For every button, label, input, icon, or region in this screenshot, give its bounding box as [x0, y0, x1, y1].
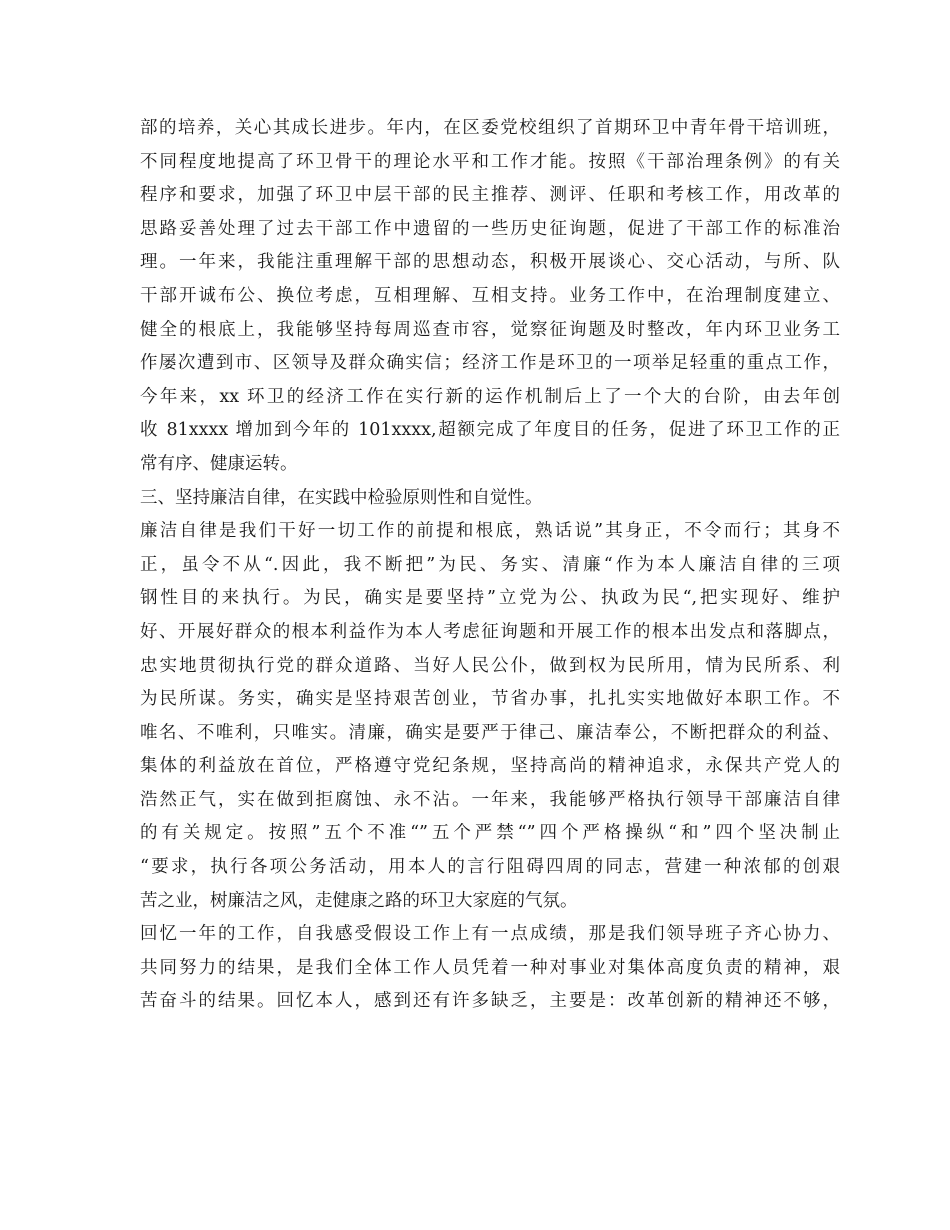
- text-line: 集体的利益放在首位，严格遵守党纪条规，坚持高尚的精神追求，永保共产党人的: [140, 756, 840, 777]
- text-line: 健全的根底上，我能够坚持每周巡查市容，觉察征询题及时整改，年内环卫业务工: [140, 319, 840, 340]
- text-line: 收 81xxxx 增加到今年的 101xxxx,超额完成了年度目的任务，促进了环卫工作的正: [140, 420, 840, 441]
- text-line: 不同程度地提高了环卫骨干的理论水平和工作才能。按照《干部治理条例》的有关: [140, 151, 840, 172]
- text-line: 部的培养，关心其成长进步。年内，在区委党校组织了首期环卫中青年骨干培训班，: [140, 118, 840, 138]
- text-line: 干部开诚布公、换位考虑，互相理解、互相支持。业务工作中，在治理制度建立、: [140, 285, 840, 306]
- text-line: 苦奋斗的结果。回忆本人，感到还有许多缺乏，主要是：改革创新的精神还不够，: [140, 991, 840, 1012]
- text-line: 苦之业，树廉洁之风，走健康之路的环卫大家庭的气氛。: [140, 890, 578, 911]
- text-line: 的有关规定。按照”五个不准“”五个严禁“”四个严格操纵“和”四个坚决制止: [140, 823, 840, 844]
- text-line: 为民所谋。务实，确实是坚持艰苦创业，节省办事，扎扎实实地做好本职工作。不: [140, 689, 840, 710]
- text-line: 共同努力的结果，是我们全体工作人员凭着一种对事业对集体高度负责的精神，艰: [140, 957, 840, 978]
- text-line: 作屡次遭到市、区领导及群众确实信；经济工作是环卫的一项举足轻重的重点工作，: [140, 353, 840, 374]
- text-line: “要求，执行各项公务活动，用本人的言行阻碍四周的同志，营建一种浓郁的创艰: [140, 857, 840, 878]
- text-line: 思路妥善处理了过去干部工作中遗留的一些历史征询题，促进了干部工作的标准治: [140, 218, 840, 239]
- text-line: 廉洁自律是我们干好一切工作的前提和根底，熟话说”其身正，不令而行；其身不: [140, 521, 840, 542]
- document-page: [140, 112, 840, 1019]
- paragraph-3: [140, 918, 840, 1019]
- text-line: 回忆一年的工作，自我感受假设工作上有一点成绩，那是我们领导班子齐心协力、: [140, 924, 840, 945]
- section-heading: [140, 482, 840, 516]
- text-line: 程序和要求，加强了环卫中层干部的民主推荐、测评、任职和考核工作，用改革的: [140, 185, 840, 206]
- text-line: 浩然正气，实在做到拒腐蚀、永不沾。一年来，我能够严格执行领导干部廉洁自律: [140, 789, 840, 810]
- paragraph-2: [140, 515, 840, 918]
- text-line: 常有序、健康运转。: [140, 453, 298, 474]
- text-line: 正，虽令不从“.因此，我不断把”为民、务实、清廉“作为本人廉洁自律的三项: [140, 554, 840, 575]
- text-line: 唯名、不唯利，只唯实。清廉，确实是要严于律己、廉洁奉公，不断把群众的利益、: [140, 722, 840, 743]
- text-line: 好、开展好群众的根本利益作为本人考虑征询题和开展工作的根本出发点和落脚点，: [140, 621, 840, 642]
- text-line: 理。一年来，我能注重理解干部的思想动态，积极开展谈心、交心活动，与所、队: [140, 252, 840, 273]
- text-line: 忠实地贯彻执行党的群众道路、当好人民公仆，做到权为民所用，情为民所系、利: [140, 655, 840, 676]
- heading-line: 三、坚持廉洁自律，在实践中检验原则性和自觉性。: [140, 487, 543, 508]
- text-line: 钢性目的来执行。为民，确实是要坚持”立党为公、执政为民“,把实现好、维护: [140, 588, 840, 609]
- paragraph-1: [140, 112, 840, 482]
- text-line: 今年来，xx 环卫的经济工作在实行新的运作机制后上了一个大的台阶，由去年创: [140, 386, 840, 407]
